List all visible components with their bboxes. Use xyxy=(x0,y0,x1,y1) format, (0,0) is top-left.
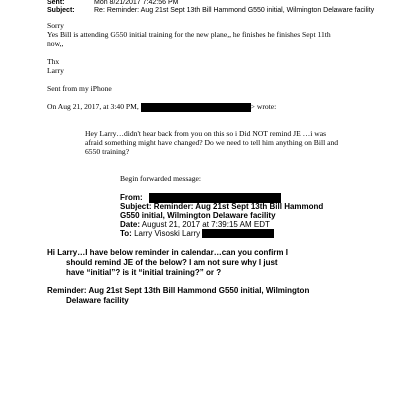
subject-label: Subject: xyxy=(47,7,75,14)
reply-name: Larry xyxy=(47,66,64,75)
forwarded-date-label: Date: xyxy=(120,220,141,229)
reply-signature: Sent from my iPhone xyxy=(47,84,112,93)
forwarded-date-value: August 21, 2017 at 7:39:15 AM EDT xyxy=(141,220,270,229)
message-line2: should remind JE of the below? I am not sure why I just xyxy=(66,258,278,267)
forwarded-subject-line1: Reminder: Aug 21st Sept 13th Bill Hammond xyxy=(153,202,324,211)
quote-intro-prefix: On Aug 21, 2017, at 3:40 PM, xyxy=(47,102,139,111)
quoted-line2: afraid something might have changed? Do we need to tell him anything on Bill and xyxy=(85,138,339,147)
sent-label: Sent: xyxy=(47,0,65,6)
quoted-line3: 6550 training? xyxy=(85,147,130,156)
forwarded-from-label: From: xyxy=(120,193,143,203)
subject-value: Re: Reminder: Aug 21st Sept 13th Bill Hammond G550 initial, Wilmington Delaware facility xyxy=(94,7,375,14)
reply-thanks: Thx xyxy=(47,57,60,66)
forwarded-subject-line2: G550 initial, Wilmington Delaware facility xyxy=(120,211,276,220)
quote-intro-suffix: > wrote: xyxy=(250,102,277,111)
sent-value: Mon 8/21/2017 7:42:56 PM xyxy=(94,0,179,6)
forwarded-to-value: Larry Visoski Larry xyxy=(134,229,201,238)
reply-body-line2: now,, xyxy=(47,39,64,48)
reminder-line2: Delaware facility xyxy=(66,296,129,305)
redaction-block xyxy=(202,229,274,238)
reminder-line1: Reminder: Aug 21st Sept 13th Bill Hammond G550 initial, Wilmington xyxy=(47,286,310,295)
forward-header: Begin forwarded message: xyxy=(120,174,201,183)
forwarded-to-label: To: xyxy=(120,229,132,238)
quote-intro xyxy=(47,102,276,112)
forwarded-to-row xyxy=(120,229,274,239)
redaction-block xyxy=(141,103,251,112)
message-line3: have “initial”? is it “initial training?” or ? xyxy=(66,268,222,277)
forwarded-subject-label: Subject: xyxy=(120,202,152,211)
message-line1: Hi Larry…I have below reminder in calendar…can you confirm I xyxy=(47,248,288,257)
reply-body-line1: Yes Bill is attending G550 initial training for the new plane,, he finishes he finishes Sept 11th xyxy=(47,30,331,39)
reply-greeting: Sorry xyxy=(47,21,64,30)
quoted-line1: Hey Larry…didn't hear back from you on this so i Did NOT remind JE …i was xyxy=(85,129,327,138)
